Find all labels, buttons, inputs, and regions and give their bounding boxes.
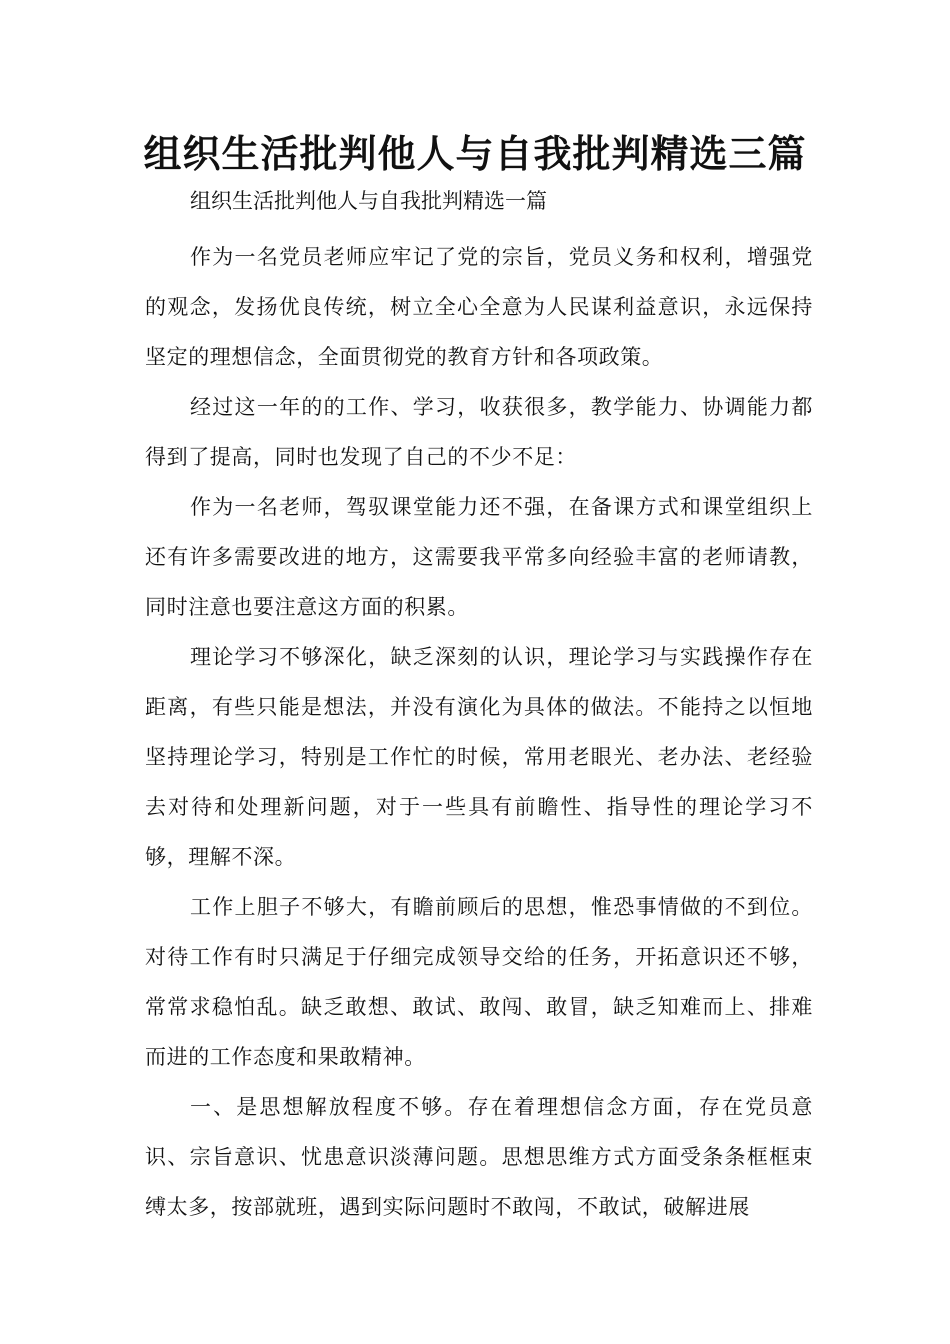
paragraph: 一、是思想解放程度不够。存在着理想信念方面，存在党员意识、宗旨意识、忧患意识淡薄问题。思想思维方式方面受条条框框束缚太多，按部就班，遇到实际问题时不敢闯，不敢试，破解进展 xyxy=(145,1095,813,1219)
document-title: 组织生活批判他人与自我批判精选三篇 xyxy=(143,132,807,176)
paragraph: 工作上胆子不够大，有瞻前顾后的思想，惟恐事情做的不到位。对待工作有时只满足于仔细完成领导交给的任务，开拓意识还不够，常常求稳怕乱。缺乏敢想、敢试、敢闯、敢冒，缺乏知难而上、排难而进的工作态度和果敢精神。 xyxy=(145,895,813,1069)
paragraph: 理论学习不够深化，缺乏深刻的认识，理论学习与实践操作存在距离，有些只能是想法，并没有演化为具体的做法。不能持之以恒地坚持理论学习，特别是工作忙的时候，常用老眼光、老办法、老经验去对待和处理新问题，对于一些具有前瞻性、指导性的理论学习不够，理解不深。 xyxy=(145,645,813,869)
document-subtitle: 组织生活批判他人与自我批判精选一篇 xyxy=(190,189,547,213)
paragraph: 作为一名老师，驾驭课堂能力还不强，在备课方式和课堂组织上还有许多需要改进的地方，这需要我平常多向经验丰富的老师请教，同时注意也要注意这方面的积累。 xyxy=(145,495,813,619)
document-body xyxy=(145,232,813,1232)
paragraph: 作为一名党员老师应牢记了党的宗旨，党员义务和权利，增强党的观念，发扬优良传统，树立全心全意为人民谋利益意识，永远保持坚定的理想信念，全面贯彻党的教育方针和各项政策。 xyxy=(145,245,813,369)
paragraph: 经过这一年的的工作、学习，收获很多，教学能力、协调能力都得到了提高，同时也发现了自己的不少不足： xyxy=(145,395,813,469)
